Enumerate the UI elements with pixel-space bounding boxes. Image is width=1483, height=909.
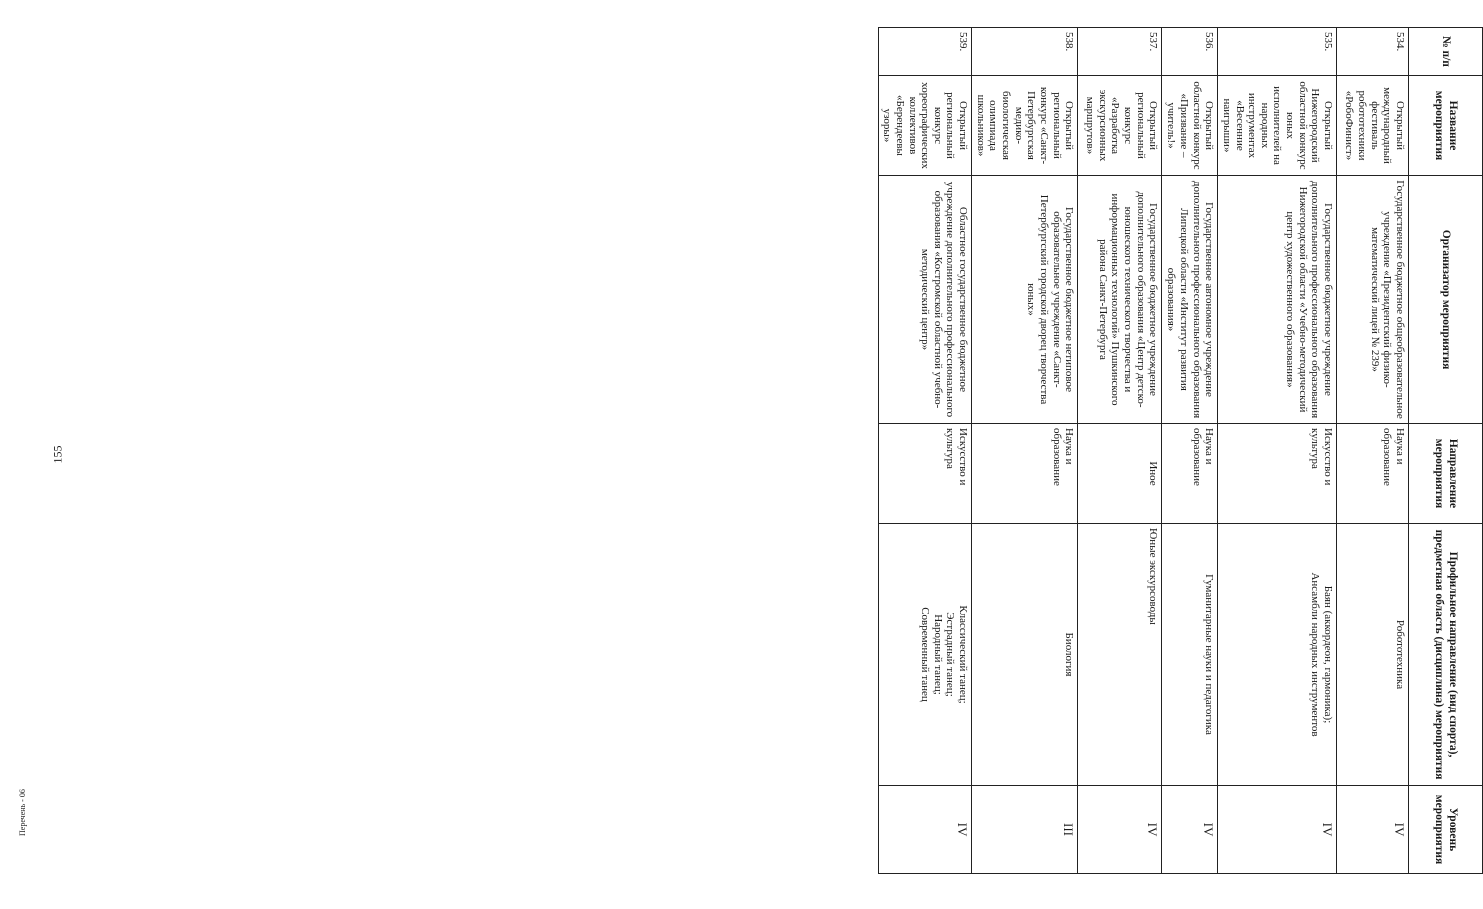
row-organizer: Государственное автономное учреждение дополнительного профессионального образования Липецкой области «Институт развития образования» (1162, 176, 1218, 424)
row-name: Открытый областной конкурс «Призвание – учитель!» (1162, 76, 1218, 176)
row-direction: Искусство и культура (1218, 424, 1337, 524)
row-level: IV (1162, 786, 1218, 874)
table-row (1162, 28, 1218, 874)
row-organizer: Государственное бюджетное учреждение дополнительного профессионального образования Нижегородской области «Учебно-методический центр художественного образования» (1218, 176, 1337, 424)
row-profile: Гуманитарные науки и педагогика (1162, 524, 1218, 786)
header-level: Уровень мероприятия (1409, 786, 1483, 874)
row-direction: Искусство и культура (878, 424, 971, 524)
table-row (1218, 28, 1337, 874)
table-row (1078, 28, 1162, 874)
row-profile: Баян (аккордеон, гармоника); Ансамбли народных инструментов (1218, 524, 1337, 786)
row-num: 535. (1218, 28, 1337, 76)
row-name: Открытый Нижегородский областной конкурс юных исполнителей на народных инструментах «Весенние наигрыши» (1218, 76, 1337, 176)
row-direction: Иное (1078, 424, 1162, 524)
row-profile: Классический танец; Эстрадный танец; Народный танец; Современный танец (878, 524, 971, 786)
row-organizer: Государственное бюджетное учреждение дополнительного образования «Центр детско-юношеского технического творчества и информационных технологий» Пушкинского района Санкт-Петербурга (1078, 176, 1162, 424)
row-num: 537. (1078, 28, 1162, 76)
row-direction: Наука и образование (1337, 424, 1409, 524)
row-num: 534. (1337, 28, 1409, 76)
page-number: 155 (50, 445, 65, 464)
header-name: Название мероприятия (1409, 76, 1483, 176)
row-level: III (972, 786, 1078, 874)
row-profile: Биология (972, 524, 1078, 786)
row-direction: Наука и образование (1162, 424, 1218, 524)
row-name: Открытый международный фестиваль робототехники «РобоФинист» (1337, 76, 1409, 176)
row-num: 538. (972, 28, 1078, 76)
row-num: 539. (878, 28, 971, 76)
header-direction: Направление мероприятия (1409, 424, 1483, 524)
row-name: Открытый региональный конкурс «Санкт-Петербургская медико-биологическая олимпиада школьников» (972, 76, 1078, 176)
row-direction: Наука и образование (972, 424, 1078, 524)
header-organizer: Организатор мероприятия (1409, 176, 1483, 424)
row-level: IV (1218, 786, 1337, 874)
row-level: IV (1078, 786, 1162, 874)
table-row (1337, 28, 1409, 874)
header-num: № п/п (1409, 28, 1483, 76)
row-name: Открытый региональный конкурс «Разработка экскурсионных маршрутов» (1078, 76, 1162, 176)
table-container (881, 27, 1483, 873)
row-level: IV (1337, 786, 1409, 874)
row-num: 536. (1162, 28, 1218, 76)
row-profile: Робототехника (1337, 524, 1409, 786)
table-row (972, 28, 1078, 874)
footer-note: Перечень - 06 (18, 789, 27, 836)
row-level: IV (878, 786, 971, 874)
table-row (878, 28, 971, 874)
row-organizer: Областное государственное бюджетное учреждение дополнительного профессионального образования «Костромской областной учебно-методический центр» (878, 176, 971, 424)
row-name: Открытый региональный конкурс хореографических коллективов «Берендеевы узоры» (878, 76, 971, 176)
events-table (878, 27, 1483, 874)
row-profile: Юные экскурсоводы (1078, 524, 1162, 786)
row-organizer: Государственное бюджетное общеобразовательное учреждение «Президентский физико-математический лицей № 239» (1337, 176, 1409, 424)
header-profile: Профильное направление (вид спорта), предметная область (дисциплина) мероприятия (1409, 524, 1483, 786)
row-organizer: Государственное бюджетное нетиповое образовательное учреждение «Санкт-Петербургский городской дворец творчества юных» (972, 176, 1078, 424)
table-header-row (1409, 28, 1483, 874)
